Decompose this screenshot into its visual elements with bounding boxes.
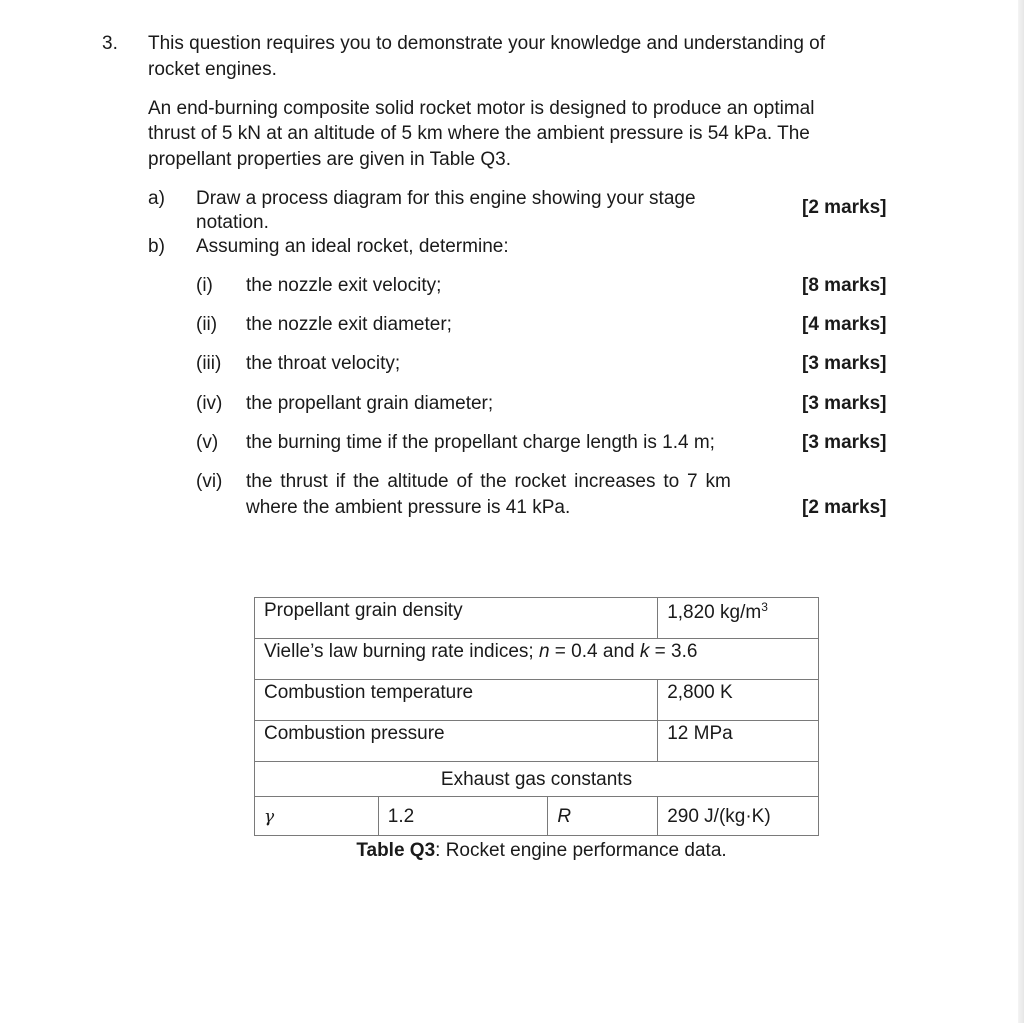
item-vi-marks: [2 marks] [802,497,887,518]
exhaust-header: Exhaust gas constants [255,762,819,797]
item-ii-text: the nozzle exit diameter; [246,314,452,335]
question-number: 3. [102,33,118,54]
item-iii-text: the throat velocity; [246,353,401,374]
part-a-marks: [2 marks] [802,197,887,218]
page-edge [1018,0,1024,1023]
table-row-density [255,598,819,639]
item-v-marks: [3 marks] [802,432,887,453]
item-iii-marks: [3 marks] [802,353,887,374]
gamma-value: 1.2 [378,797,548,836]
table-row-temperature [255,680,819,721]
pressure-value: 12 MPa [658,721,819,762]
table-q3 [254,597,819,836]
table-caption: Table Q3: Rocket engine performance data. [356,840,727,861]
item-i-marks: [8 marks] [802,275,887,296]
density-value: 1,820 $kg/m^3$ [658,598,819,639]
r-symbol: R [548,797,658,836]
item-v-text: the burning time if the propellant charge length is 1.4 m; [246,432,715,453]
item-iv-num: (iv) [196,393,223,414]
item-ii-marks: [4 marks] [802,314,887,335]
part-a-text-1: Draw a process diagram for this engine showing your stage [196,188,696,209]
table-row-vielle [255,639,819,680]
item-iii-num: (iii) [196,353,222,374]
pressure-label: Combustion pressure [255,721,658,762]
table-row-exhaust-header [255,762,819,797]
item-iv-text: the propellant grain diameter; [246,393,494,414]
temperature-label: Combustion temperature [255,680,658,721]
part-b-label: b) [148,236,165,257]
part-a-label: a) [148,188,165,209]
item-v-num: (v) [196,432,219,453]
item-i-num: (i) [196,275,213,296]
part-a-text-2: notation. [196,212,269,233]
desc-line-2: thrust of 5 kN at an altitude of 5 km where the ambient pressure is 54 kPa. The [148,123,810,144]
table-row-gas-constants [255,797,819,836]
item-vi-text-2: where the ambient pressure is 41 kPa. [246,497,571,518]
item-vi-text-1: the thrust if the altitude of the rocket increases to 7 km [246,471,731,492]
item-i-text: the nozzle exit velocity; [246,275,442,296]
table-row-pressure [255,721,819,762]
temperature-value: 2,800 K [658,680,819,721]
desc-line-3: propellant properties are given in Table Q3. [148,149,511,170]
desc-line-1: An end-burning composite solid rocket motor is designed to produce an optimal [148,98,815,119]
item-iv-marks: [3 marks] [802,393,887,414]
intro-line-2: rocket engines. [148,59,277,80]
gamma-symbol: γ [255,797,379,836]
vielle-label: Vielle’s law burning rate indices; n = 0.4 and k = 3.6 [255,639,819,680]
item-ii-num: (ii) [196,314,218,335]
r-value: 290 J/(kg·K) [658,797,819,836]
part-b-text: Assuming an ideal rocket, determine: [196,236,509,257]
density-label: Propellant grain density [255,598,658,639]
intro-line-1: This question requires you to demonstrate your knowledge and understanding of [148,33,826,54]
item-vi-num: (vi) [196,471,223,492]
